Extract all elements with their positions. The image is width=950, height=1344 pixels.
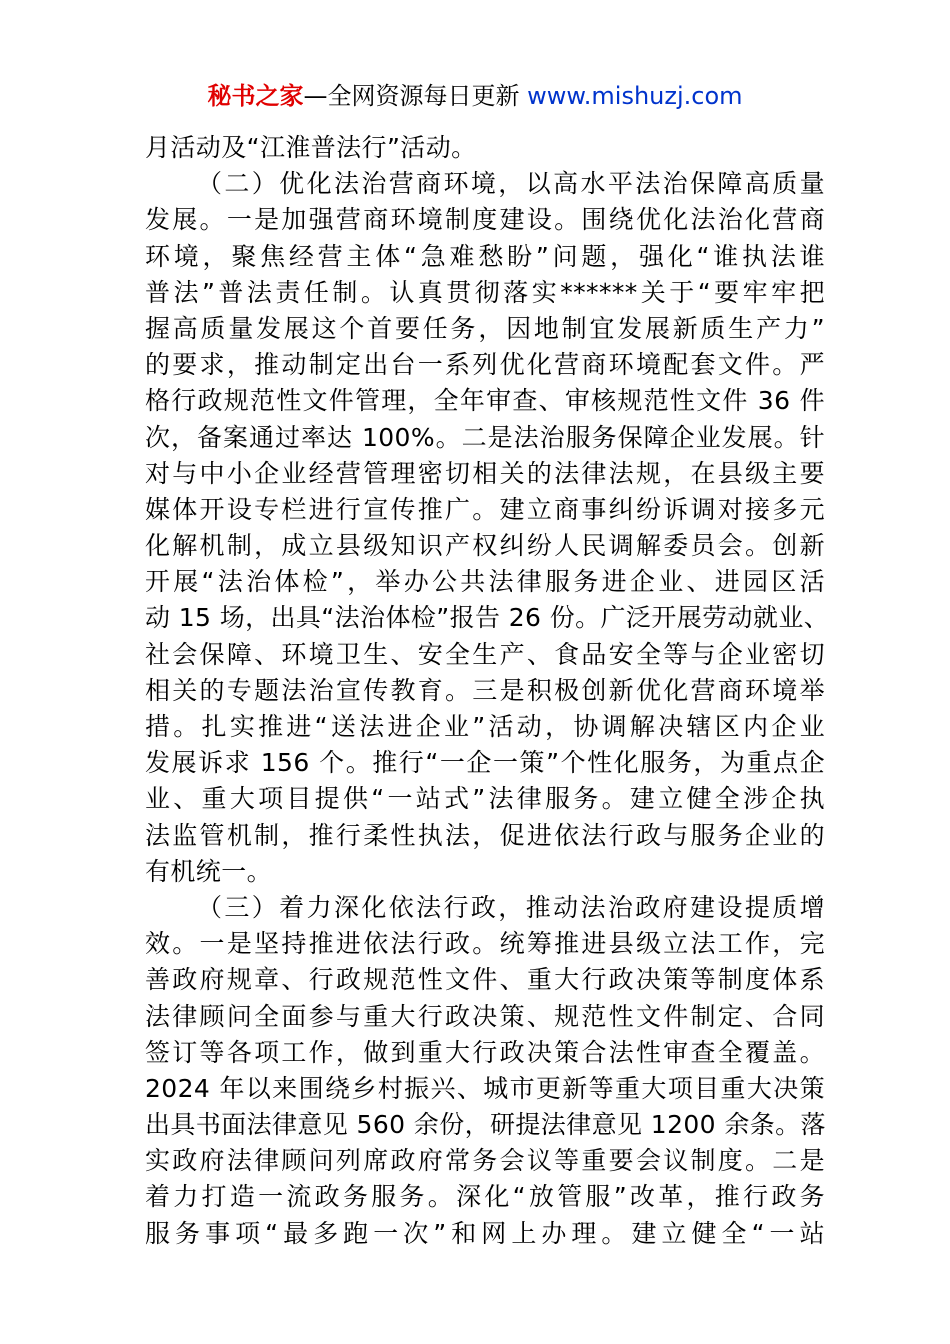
text-line: 服务事项“最多跑一次”和网上办理。建立健全“一站 bbox=[145, 1218, 825, 1248]
text-line: 对与中小企业经营管理密切相关的法律法规，在县级主要 bbox=[145, 458, 825, 488]
text-line: 发展。一是加强营商环境制度建设。围绕优化法治化营商 bbox=[145, 205, 825, 235]
text-line: 握高质量发展这个首要任务，因地制宜发展新质生产力” bbox=[145, 313, 825, 343]
text-line: 发展诉求 156 个。推行“一企一策”个性化服务，为重点企 bbox=[145, 748, 825, 778]
text-line: （二）优化法治营商环境，以高水平法治保障高质量 bbox=[197, 169, 825, 199]
text-line: 签订等各项工作，做到重大行政决策合法性审查全覆盖。 bbox=[145, 1037, 825, 1067]
text-line: 法律顾问全面参与重大行政决策、规范性文件制定、合同 bbox=[145, 1001, 825, 1031]
text-line: 媒体开设专栏进行宣传推广。建立商事纠纷诉调对接多元 bbox=[145, 494, 825, 524]
text-line: 有机统一。 bbox=[145, 856, 273, 886]
text-line: 着力打造一流政务服务。深化“放管服”改革，推行政务 bbox=[145, 1182, 825, 1212]
text-line: 开展“法治体检”，举办公共法律服务进企业、进园区活 bbox=[145, 567, 825, 597]
text-line: 善政府规章、行政规范性文件、重大行政决策等制度体系 bbox=[145, 965, 825, 995]
text-line: 2024 年以来围绕乡村振兴、城市更新等重大项目重大决策 bbox=[145, 1073, 825, 1103]
text-line: 法监管机制，推行柔性执法，促进依法行政与服务企业的 bbox=[145, 820, 825, 850]
text-line: 措。扎实推进“送法进企业”活动，协调解决辖区内企业 bbox=[145, 712, 825, 741]
document-body bbox=[145, 130, 830, 1252]
text-line: （三）着力深化依法行政，推动法治政府建设提质增 bbox=[197, 892, 825, 922]
text-line: 化解机制，成立县级知识产权纠纷人民调解委员会。创新 bbox=[145, 531, 825, 561]
text-line: 普法”普法责任制。认真贯彻落实******关于“要牢牢把 bbox=[145, 277, 825, 307]
site-header bbox=[0, 78, 950, 114]
text-line: 次，备案通过率达 100%。二是法治服务保障企业发展。针 bbox=[145, 422, 825, 452]
text-line: 的要求，推动制定出台一系列优化营商环境配套文件。严 bbox=[145, 350, 825, 380]
text-line: 业、重大项目提供“一站式”法律服务。建立健全涉企执 bbox=[145, 784, 825, 814]
text-line: 环境，聚焦经营主体“急难愁盼”问题，强化“谁执法谁 bbox=[145, 241, 825, 271]
header-tagline: —全网资源每日更新 bbox=[303, 82, 520, 110]
text-line: 动 15 场，出具“法治体检”报告 26 份。广泛开展劳动就业、 bbox=[145, 603, 830, 633]
text-line: 社会保障、环境卫生、安全生产、食品安全等与企业密切 bbox=[145, 639, 825, 669]
text-line: 格行政规范性文件管理，全年审查、审核规范性文件 36 件 bbox=[145, 386, 825, 416]
text-line: 效。一是坚持推进依法行政。统筹推进县级立法工作，完 bbox=[145, 929, 825, 959]
text-line: 相关的专题法治宣传教育。三是积极创新优化营商环境举 bbox=[145, 675, 825, 705]
site-url[interactable]: www.mishuzj.com bbox=[527, 82, 743, 110]
text-line: 实政府法律顾问列席政府常务会议等重要会议制度。二是 bbox=[145, 1146, 825, 1176]
brand-name: 秘书之家 bbox=[207, 82, 304, 110]
text-line: 月活动及“江淮普法行”活动。 bbox=[145, 133, 477, 162]
text-line: 出具书面法律意见 560 余份，研提法律意见 1200 余条。落 bbox=[145, 1110, 826, 1140]
